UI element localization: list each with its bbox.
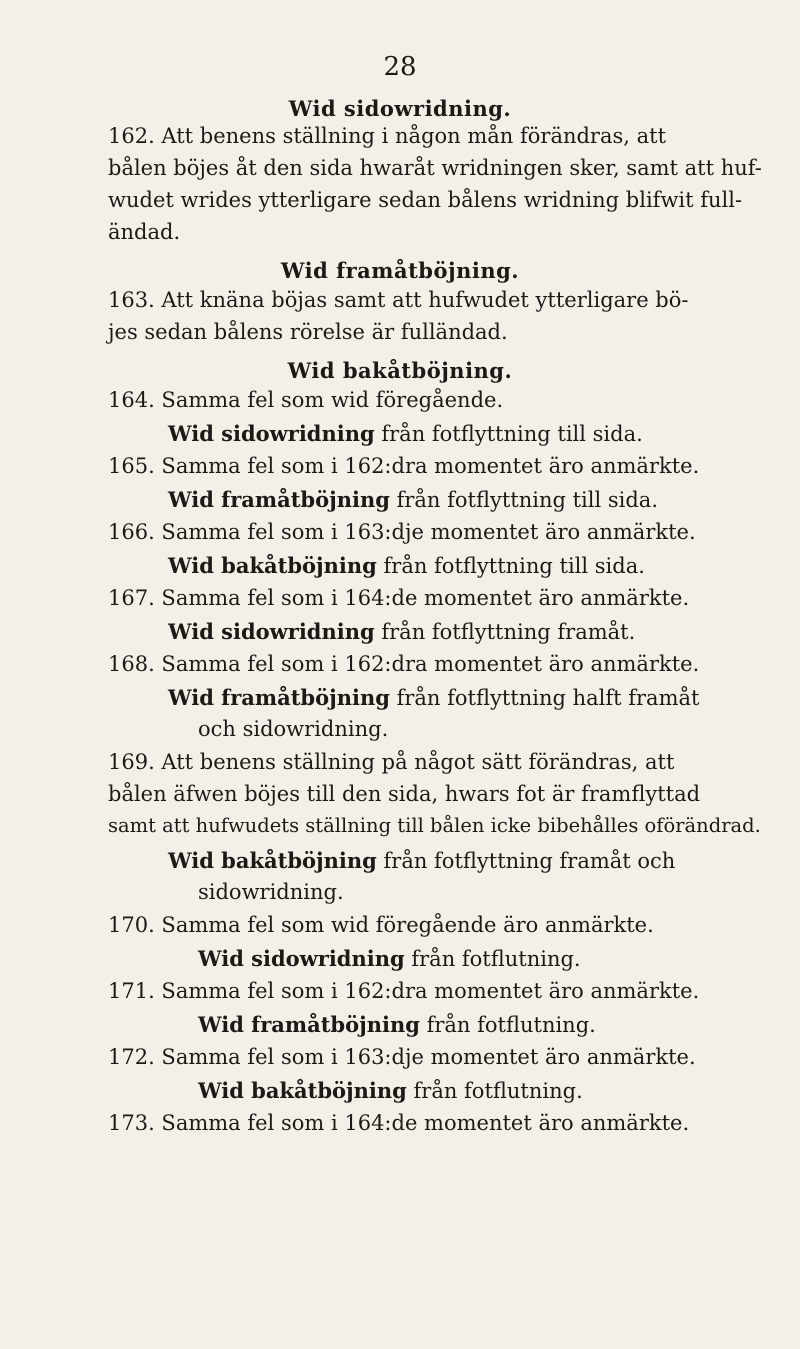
section-heading: Wid sidowridning. (288, 96, 512, 121)
subheading-text: från fotflyttning framåt. (374, 620, 636, 644)
paragraph-line: 162. Att benens ställning i någon mån förändras, att (108, 124, 667, 148)
subheading-line (168, 555, 645, 577)
paragraph-line: samt att hufwudets ställning till bålen icke bibehålles oförändrad. (108, 814, 761, 837)
paragraph-line: 168. Samma fel som i 162:dra momentet äro anmärkte. (108, 652, 700, 676)
paragraph-line: 170. Samma fel som wid föregående äro anmärkte. (108, 913, 654, 937)
subheading-line: sidowridning. (198, 880, 344, 904)
paragraph-line: 164. Samma fel som wid föregående. (108, 388, 504, 412)
subheading-bold: Wid sidowridning (168, 421, 375, 446)
subheading-line (168, 423, 643, 445)
subheading-text: från fotflutning. (406, 1079, 583, 1103)
subheading-bold: Wid framåtböjning (168, 685, 390, 710)
subheading-line (198, 948, 581, 970)
subheading-text: från fotflyttning till sida. (374, 422, 643, 446)
subheading-bold: Wid framåtböjning (168, 487, 390, 512)
page-number: 28 (383, 52, 417, 82)
subheading-text: från fotflyttning till sida. (376, 554, 645, 578)
subheading-bold: Wid bakåtböjning (168, 553, 377, 578)
paragraph-line: 169. Att benens ställning på något sätt förändras, att (108, 750, 675, 774)
paragraph-line: 171. Samma fel som i 162:dra momentet äro anmärkte. (108, 979, 700, 1003)
paragraph-line: 163. Att knäna böjas samt att hufwudet ytterligare bö- (108, 288, 689, 312)
paragraph-line: 166. Samma fel som i 163:dje momentet äro anmärkte. (108, 520, 696, 544)
subheading-text: från fotflyttning framåt och (376, 849, 676, 873)
paragraph-line: bålen äfwen böjes till den sida, hwars fot är framflyttad (108, 782, 701, 806)
subheading-bold: Wid sidowridning (168, 619, 375, 644)
subheading-line (198, 1080, 583, 1102)
subheading-line (198, 1014, 596, 1036)
subheading-line: och sidowridning. (198, 717, 389, 741)
subheading-text: från fotflutning. (404, 947, 581, 971)
section-heading: Wid bakåtböjning. (287, 358, 513, 383)
section-heading: Wid framåtböjning. (280, 258, 520, 283)
subheading-bold: Wid framåtböjning (198, 1012, 420, 1037)
paragraph-line: 172. Samma fel som i 163:dje momentet äro anmärkte. (108, 1045, 696, 1069)
paragraph-line: 165. Samma fel som i 162:dra momentet äro anmärkte. (108, 454, 700, 478)
subheading-text: från fotflyttning halft framåt (389, 686, 700, 710)
subheading-text: från fotflyttning till sida. (389, 488, 658, 512)
subheading-bold: Wid bakåtböjning (168, 848, 377, 873)
subheading-bold: Wid sidowridning (198, 946, 405, 971)
paragraph-line: jes sedan bålens rörelse är fulländad. (108, 320, 508, 344)
paragraph-line: bålen böjes åt den sida hwaråt wridningen sker, samt att huf- (108, 156, 762, 180)
subheading-line (168, 850, 675, 872)
subheading-bold: Wid bakåtböjning (198, 1078, 407, 1103)
paragraph-line: 173. Samma fel som i 164:de momentet äro anmärkte. (108, 1111, 690, 1135)
paragraph-line: ändad. (108, 220, 181, 244)
subheading-line (168, 687, 699, 709)
paragraph-line: 167. Samma fel som i 164:de momentet äro anmärkte. (108, 586, 690, 610)
subheading-line (168, 621, 635, 643)
subheading-text: från fotflutning. (419, 1013, 596, 1037)
paragraph-line: wudet wrides ytterligare sedan bålens wridning blifwit full- (108, 188, 743, 212)
subheading-line (168, 489, 658, 511)
